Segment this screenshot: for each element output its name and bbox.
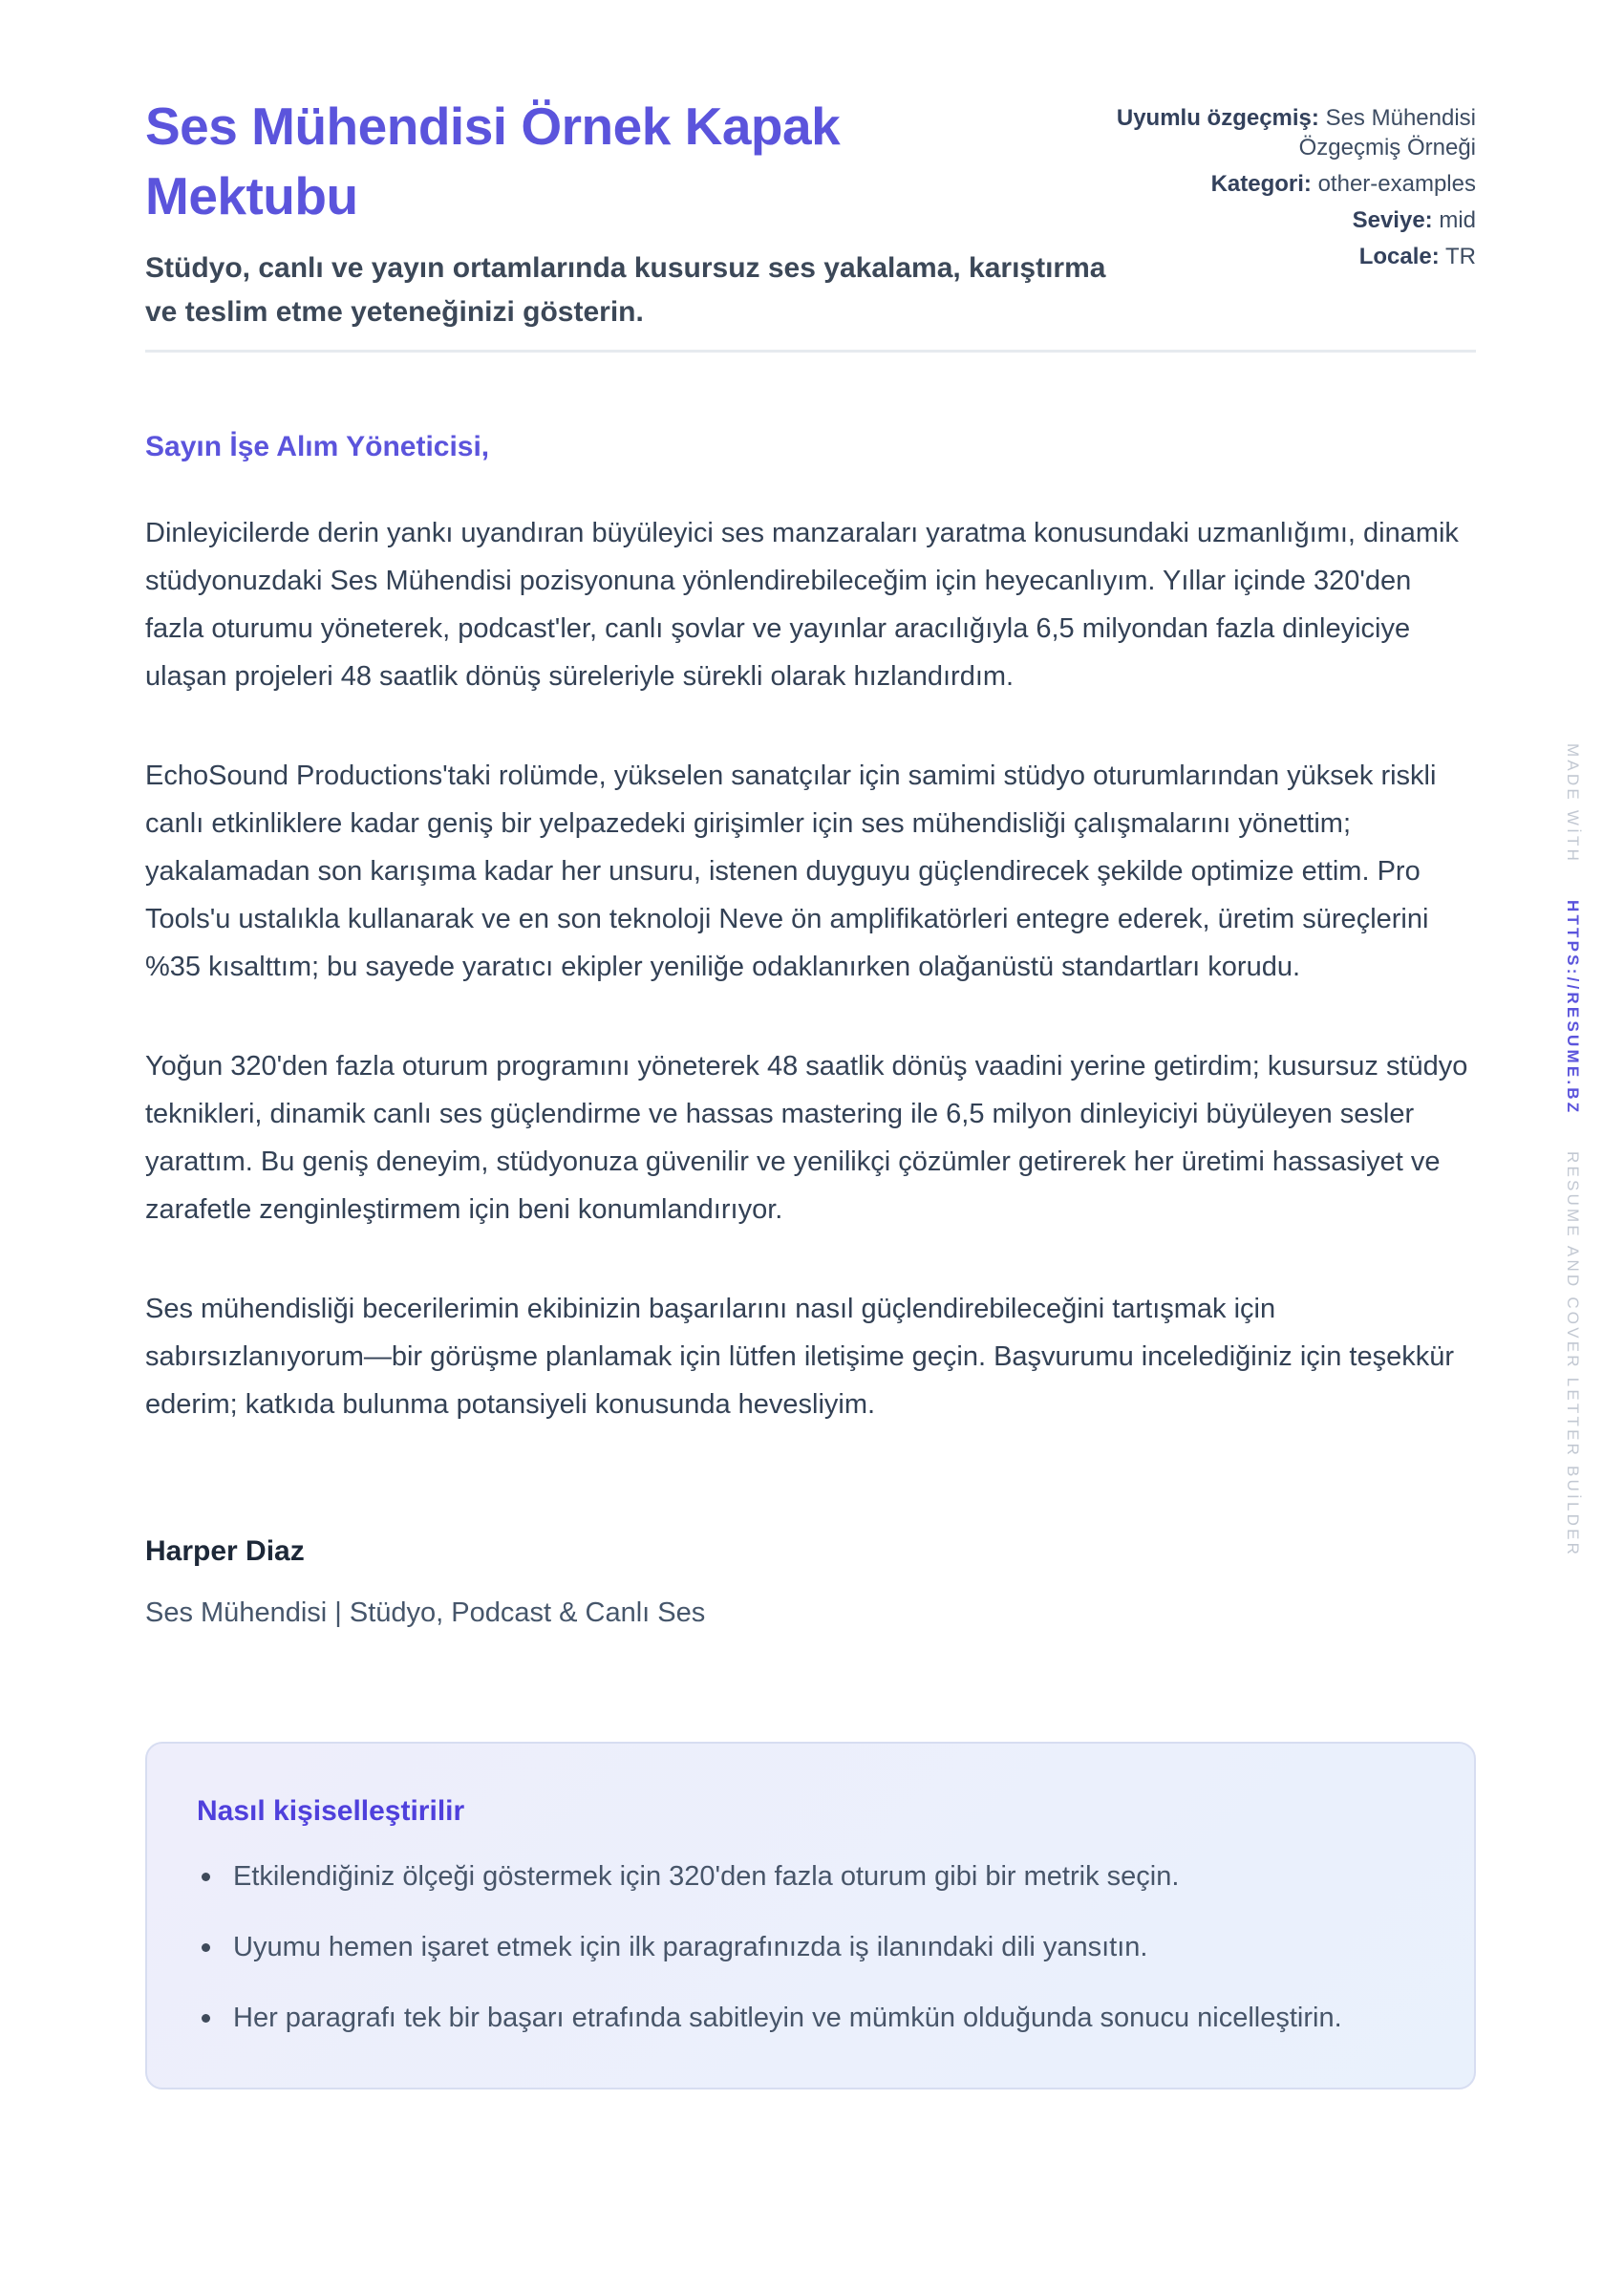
letter-greeting: Sayın İşe Alım Yöneticisi, — [145, 431, 490, 462]
tips-list-item: Uyumu hemen işaret etmek için ilk paragrafınızda iş ilanındaki dili yansıtın. — [197, 1924, 1419, 1971]
header-title-block — [145, 92, 1113, 334]
tips-list-item: Etkilendiğiniz ölçeği göstermek için 320'den fazla oturum gibi bir metrik seçin. — [197, 1854, 1419, 1900]
meta-value: Ses Mühendisi Özgeçmiş Örneği — [1298, 105, 1476, 161]
letter-header — [145, 92, 1476, 334]
signature-name: Harper Diaz — [145, 1535, 305, 1567]
made-with-watermark — [1563, 743, 1582, 1586]
personalization-tips-card — [145, 1742, 1476, 2089]
meta-row-locale — [1113, 242, 1476, 271]
meta-value: mid — [1439, 207, 1476, 233]
tips-heading: Nasıl kişiselleştirilir — [197, 1795, 465, 1827]
letter-paragraph-1: Dinleyicilerde derin yankı uyandıran büyüleyici ses manzaraları yaratma konusundaki uzmanlığımı, dinamik stüdyonuzdaki Ses Mühendisi pozisyonuna yönlendirebileceğim için heyecanlıyım. Yıllar içinde 320'den fazla oturumu yöneterek, podcast'ler, canlı şovlar ve yayınlar aracılığıyla 6,5 milyondan fazla dinleyiciye ulaşan projeleri 48 saatlik dönüş süreleriyle sürekli olarak hızlandırdım. — [145, 518, 1459, 692]
watermark-suffix: RESUME AND COVER LETTER BUİLDER — [1564, 1151, 1582, 1558]
watermark-link[interactable]: HTTPS://RESUME.BZ — [1564, 900, 1582, 1116]
header-divider — [145, 350, 1476, 353]
tips-list — [197, 1854, 1419, 2042]
meta-value: other-examples — [1317, 171, 1476, 197]
signature-role: Ses Mühendisi | Stüdyo, Podcast & Canlı Ses — [145, 1597, 706, 1628]
meta-row-category — [1113, 169, 1476, 199]
document-meta — [1113, 103, 1476, 278]
letter-paragraph-2: EchoSound Productions'taki rolümde, yükselen sanatçılar için samimi stüdyo oturumlarından yüksek riskli canlı etkinliklere kadar geniş bir yelpazedeki girişimler için ses mühendisliği çalışmalarını yönettim; yakalamadan son karışıma kadar her unsuru, istenen duyguyu güçlendirecek şekilde optimize ettim. Pro Tools'u ustalıkla kullanarak ve en son teknoloji Neve ön amplifikatörleri entegre ederek, üretim süreçlerini %35 kısalttım; bu sayede yaratıcı ekipler yeniliğe odaklanırken olağanüstü standartları korudu. — [145, 761, 1437, 982]
tips-list-item: Her paragrafı tek bir başarı etrafında sabitleyin ve mümkün olduğunda sonucu nicelleştirin. — [197, 1995, 1419, 2042]
meta-row-matching-resume — [1113, 103, 1476, 162]
meta-label: Locale: — [1358, 244, 1440, 269]
letter-paragraph-4: Ses mühendisliği becerilerimin ekibinizin başarılarını nasıl güçlendirebileceğini tartışmak için sabırsızlanıyorum—bir görüşme planlamak için lütfen iletişime geçin. Başvurumu incelediğiniz için teşekkür ederim; katkıda bulunma potansiyeli konusunda hevesliyim. — [145, 1294, 1455, 1420]
page-subtitle: Stüdyo, canlı ve yayın ortamlarında kusursuz ses yakalama, karıştırma ve teslim etme yeteneğinizi gösterin. — [145, 252, 1106, 328]
meta-row-level — [1113, 205, 1476, 235]
meta-value: TR — [1445, 244, 1476, 269]
meta-label: Seviye: — [1352, 207, 1433, 233]
watermark-prefix: MADE WİTH — [1564, 743, 1582, 865]
page-title: Ses Mühendisi Örnek Kapak Mektubu — [145, 96, 841, 225]
letter-paragraph-3: Yoğun 320'den fazla oturum programını yöneterek 48 saatlik dönüş vaadini yerine getirdim; kusursuz stüdyo teknikleri, dinamik canlı ses güçlendirme ve hassas mastering ile 6,5 milyon dinleyiciyi büyüleyen sesler yarattım. Bu geniş deneyim, stüdyonuza güvenilir ve yenilikçi çözümler getirerek her üretimi hassasiyet ve zarafetle zenginleştirmem için beni konumlandırıyor. — [145, 1051, 1468, 1225]
letter-body — [145, 427, 1476, 1631]
meta-label: Kategori: — [1210, 171, 1312, 197]
meta-label: Uyumlu özgeçmiş: — [1116, 105, 1319, 131]
